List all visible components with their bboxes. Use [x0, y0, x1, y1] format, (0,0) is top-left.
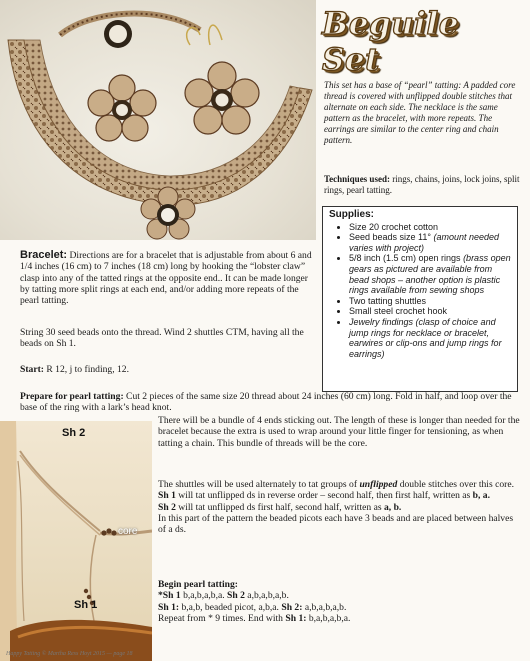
supplies-box: [322, 206, 518, 392]
techniques-text: [324, 174, 524, 196]
shuttle-photo: [0, 421, 152, 661]
bracelet-paragraph: [20, 250, 316, 306]
supply-item: • Jewelry findings (clasp of choice and jump rings for necklace or bracelet, earwires or clip-ons and jump rings for earrings): [349, 317, 513, 359]
begin-pearl-tatting: [158, 579, 520, 624]
bracelet-label: Bracelet:: [20, 249, 68, 261]
bundle-paragraph: There will be a bundle of 4 ends sticking out. The length of these is longer than needed for the bracelet because the extra is used to wrap around your little finger for tensioning, as when tatting a chain. This bundle of threads will be the core.: [158, 415, 520, 449]
prepare-paragraph: Prepare for pearl tatting: Cut 2 pieces of the same size 20 thread about 24 inches (60 cm) long. Fold in half, and loop over the base of the ring with a lark’s head knot.: [20, 391, 512, 414]
supply-item: • 5/8 inch (1.5 cm) open rings (brass open gears as pictured are available from bead shops – another option is plastic rings available from sewing shops: [349, 253, 513, 295]
intro-text: [324, 80, 524, 146]
start-paragraph: Start: R 12, j to finding, 12.: [20, 364, 129, 375]
shuttle-2-label: Sh 2: [62, 427, 86, 439]
shuttles-paragraph: The shuttles will be used alternately to tat groups of unflipped double stitches over this core. Sh 1 will tat unflipped ds in reverse order – second half, then first half, written as b, a. Sh 2 will tat unflipped ds first half, second half, written as a, b. In this part of the pattern the beaded picots each have 3 beads and are placed between halves of a ds.: [158, 479, 514, 536]
pattern-line: Repeat from * 9 times. End with Sh 1: b,a,b,a,b,a.: [158, 612, 351, 624]
string-beads-paragraph: String 30 seed beads onto the thread. Wind 2 shuttles CTM, having all the beads on Sh 1.: [20, 327, 304, 350]
jewelry-photo: [0, 0, 316, 240]
page-footer: Happy Tatting © Martha Ress Hoyt 2015 — page 18: [6, 651, 133, 657]
start-label: Start:: [20, 364, 44, 375]
pattern-line: Sh 1: b,a,b, beaded picot, a,b,a. Sh 2: a,b,a,b,a,b.: [158, 601, 347, 613]
techniques-label: Techniques used:: [324, 174, 390, 184]
begin-heading: Begin pearl tatting:: [158, 579, 238, 590]
bracelet-text: Directions are for a bracelet that is adjustable from about 6 and 1/4 inches (16 cm) to 7 inches (18 cm) long by hooking the “lobster claw” clasp into any of the tatted rings at the opposite end.. It can be made longer by tatting more split rings at each end, and/or adding more repeats of the pearl tatting.: [20, 250, 312, 307]
pattern-line: *Sh 1 b,a,b,a,b,a. Sh 2 a,b,a,b,a,b.: [158, 590, 289, 602]
intro-paragraph: This set has a base of “pearl” tatting: A padded core thread is covered with unflipped double stitches that alternate on each side. The necklace is the same pattern as the bracelet, with more repeats. The earrings are similar to the center ring and chain pattern.: [324, 80, 516, 145]
supply-item: • Size 20 crochet cotton: [349, 222, 513, 233]
shuttle-illustration: [0, 421, 152, 661]
techniques-list: rings, chains, joins, lock joins, split rings, pearl tatting.: [324, 174, 520, 195]
title-banner: [322, 6, 526, 78]
page-title: Beguile Set: [322, 6, 459, 78]
supply-item: • Small steel crochet hook: [349, 306, 513, 317]
supplies-title: Supplies:: [329, 209, 375, 220]
prepare-label: Prepare for pearl tatting:: [20, 391, 124, 402]
supplies-list: [329, 222, 513, 360]
shuttle-1-label: Sh 1: [74, 599, 98, 611]
core-label: core: [118, 526, 138, 537]
supply-item: • Two tatting shuttles: [349, 296, 513, 307]
jewelry-illustration: [0, 0, 316, 240]
supply-item: • Seed beads size 11° (amount needed varies with project): [349, 232, 513, 253]
